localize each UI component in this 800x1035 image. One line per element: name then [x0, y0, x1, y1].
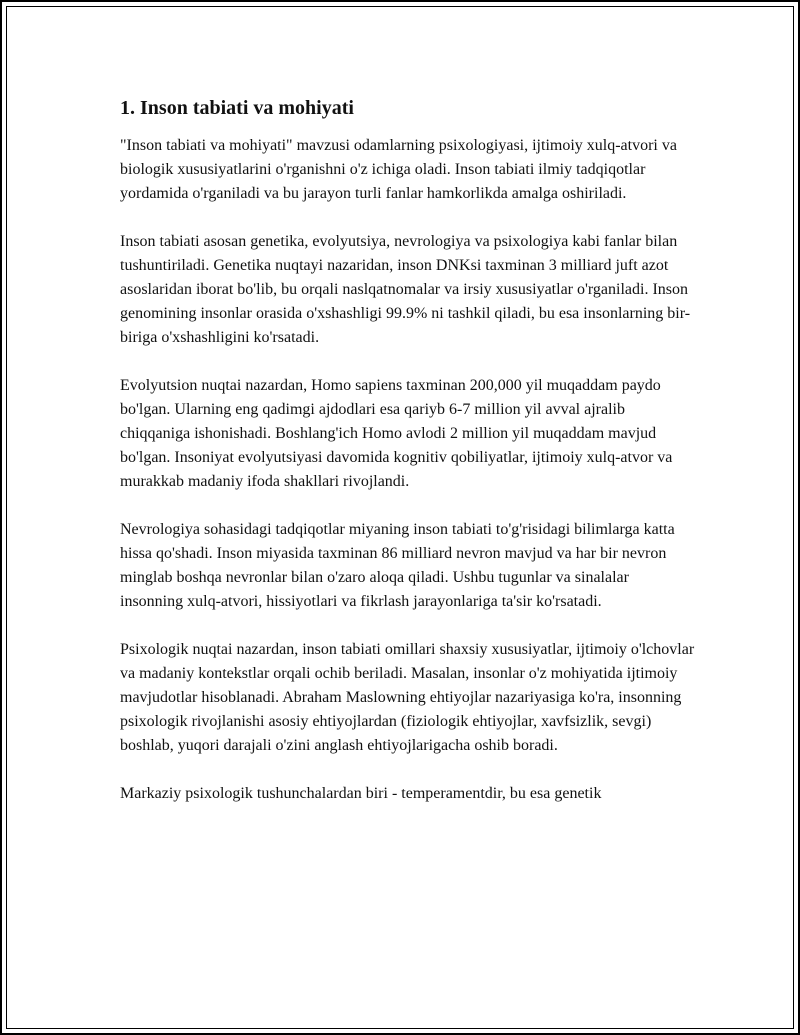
paragraph-temperament: Markaziy psixologik tushunchalardan biri - temperamentdir, bu esa genetik — [120, 785, 602, 802]
section-heading: 1. Inson tabiati va mohiyati — [120, 97, 354, 119]
paragraph-intro: "Inson tabiati va mohiyati" mavzusi odamlarning psixologiyasi, ijtimoiy xulq-atvori va biologik xususiyatlarini o'rganishni o'z ichiga oladi. Inson tabiati ilmiy tadqiqotlar yordamida o'rganiladi va bu jarayon turli fanlar hamkorlikda amalga oshiriladi. — [120, 137, 677, 202]
paragraph-genetics: Inson tabiati asosan genetika, evolyutsiya, nevrologiya va psixologiya kabi fanlar bilan tushuntiriladi. Genetika nuqtayi nazaridan, inson DNKsi taxminan 3 milliard juft azot asoslaridan iborat bo'lib, bu orqali naslqatnomalar va irsiy xususiyatlar o'rganiladi. Inson genomining insonlar orasida o'xshashligi 99.9% ni tashkil qiladi, bu esa insonlarning bir-biriga o'xshashligini ko'rsatadi. — [120, 233, 691, 346]
document-body — [120, 94, 695, 830]
paragraph-neurology: Nevrologiya sohasidagi tadqiqotlar miyaning inson tabiati to'g'risidagi bilimlarga katta hissa qo'shadi. Inson miyasida taxminan 86 milliard nevron mavjud va har bir nevron minglab boshqa nevronlar bilan o'zaro aloqa qiladi. Ushbu tugunlar va sinalalar insonning xulq-atvori, hissiyotlari va fikrlash jarayonlariga ta'sir ko'rsatadi. — [120, 521, 675, 610]
paragraph-evolution: Evolyutsion nuqtai nazardan, Homo sapiens taxminan 200,000 yil muqaddam paydo bo'lgan. Ularning eng qadimgi ajdodlari esa qariyb 6-7 million yil avval ajralib chiqqaniga ishonishadi. Boshlang'ich Homo avlodi 2 million yil muqaddam mavjud bo'lgan. Insoniyat evolyutsiyasi davomida kognitiv qobiliyatlar, ijtimoiy xulq-atvor va murakkab madaniy ifoda shakllari rivojlandi. — [120, 377, 673, 490]
paragraph-psychology: Psixologik nuqtai nazardan, inson tabiati omillari shaxsiy xususiyatlar, ijtimoiy o'lchovlar va madaniy kontekstlar orqali ochib beriladi. Masalan, insonlar o'z mohiyatida ijtimoiy mavjudotlar hisoblanadi. Abraham Maslowning ehtiyojlar nazariyasiga ko'ra, insonning psixologik rivojlanishi asosiy ehtiyojlardan (fiziologik ehtiyojlar, xavfsizlik, sevgi) boshlab, yuqori darajali o'zini anglash ehtiyojlarigacha oshib boradi. — [120, 641, 695, 754]
